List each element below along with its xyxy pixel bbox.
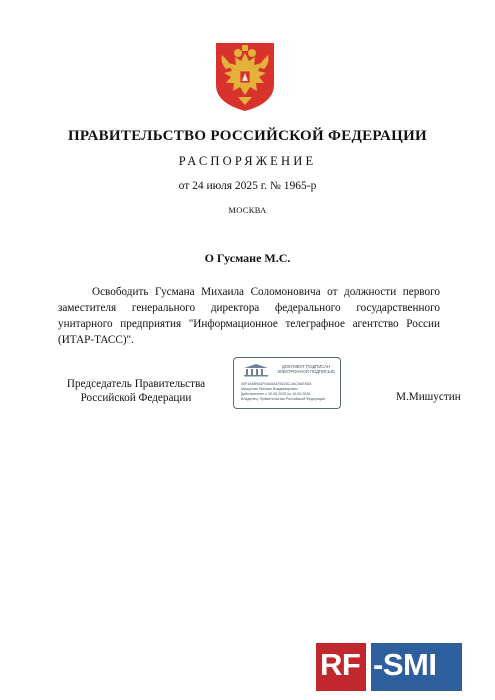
watermark-rf-block bbox=[316, 643, 366, 691]
document-subject: О Гусмане М.С. bbox=[204, 251, 291, 265]
watermark-smi-block bbox=[371, 643, 462, 691]
stamp-organization: Владелец: Правительство Российской Федерации bbox=[241, 397, 325, 401]
signer-title-line1: Председатель Правительства bbox=[66, 378, 206, 390]
document-city: МОСКВА bbox=[228, 205, 267, 215]
signature-name: М.Мишустин bbox=[396, 391, 461, 403]
document-type: РАСПОРЯЖЕНИЕ bbox=[178, 154, 317, 168]
stamp-certificate: 00F3A6B9A3FA0A5A67B22AC3AC8AE5D8 bbox=[241, 382, 312, 386]
rf-smi-watermark bbox=[316, 643, 462, 691]
electronic-signature-stamp bbox=[233, 357, 341, 409]
stamp-owner: Мишустин Михаил Владимирович bbox=[241, 387, 298, 391]
ministry-building-icon bbox=[242, 363, 270, 377]
signer-title bbox=[60, 377, 212, 405]
coat-of-arms-emblem bbox=[212, 41, 278, 113]
signer-title-line2: Российской Федерации bbox=[80, 392, 192, 404]
document-date-number: от 24 июля 2025 г. № 1965-р bbox=[178, 180, 317, 192]
stamp-header: ДОКУМЕНТ ПОДПИСАН ЭЛЕКТРОННОЙ ПОДПИСЬЮ bbox=[277, 364, 335, 374]
watermark-smi-text: -SMI bbox=[373, 647, 437, 682]
stamp-validity: Действителен с 20.08.2025 по 19.09.2026 bbox=[241, 392, 311, 396]
document-body: Освободить Гусмана Михаила Соломоновича от должности первого заместителя генерального директора федерального государственного унитарного предприятия "Информационное телеграфное агентство России (ИТАР-ТАСС)". bbox=[58, 286, 440, 346]
watermark-rf-text: RF bbox=[320, 647, 361, 682]
government-title: ПРАВИТЕЛЬСТВО РОССИЙСКОЙ ФЕДЕРАЦИИ bbox=[67, 128, 428, 144]
